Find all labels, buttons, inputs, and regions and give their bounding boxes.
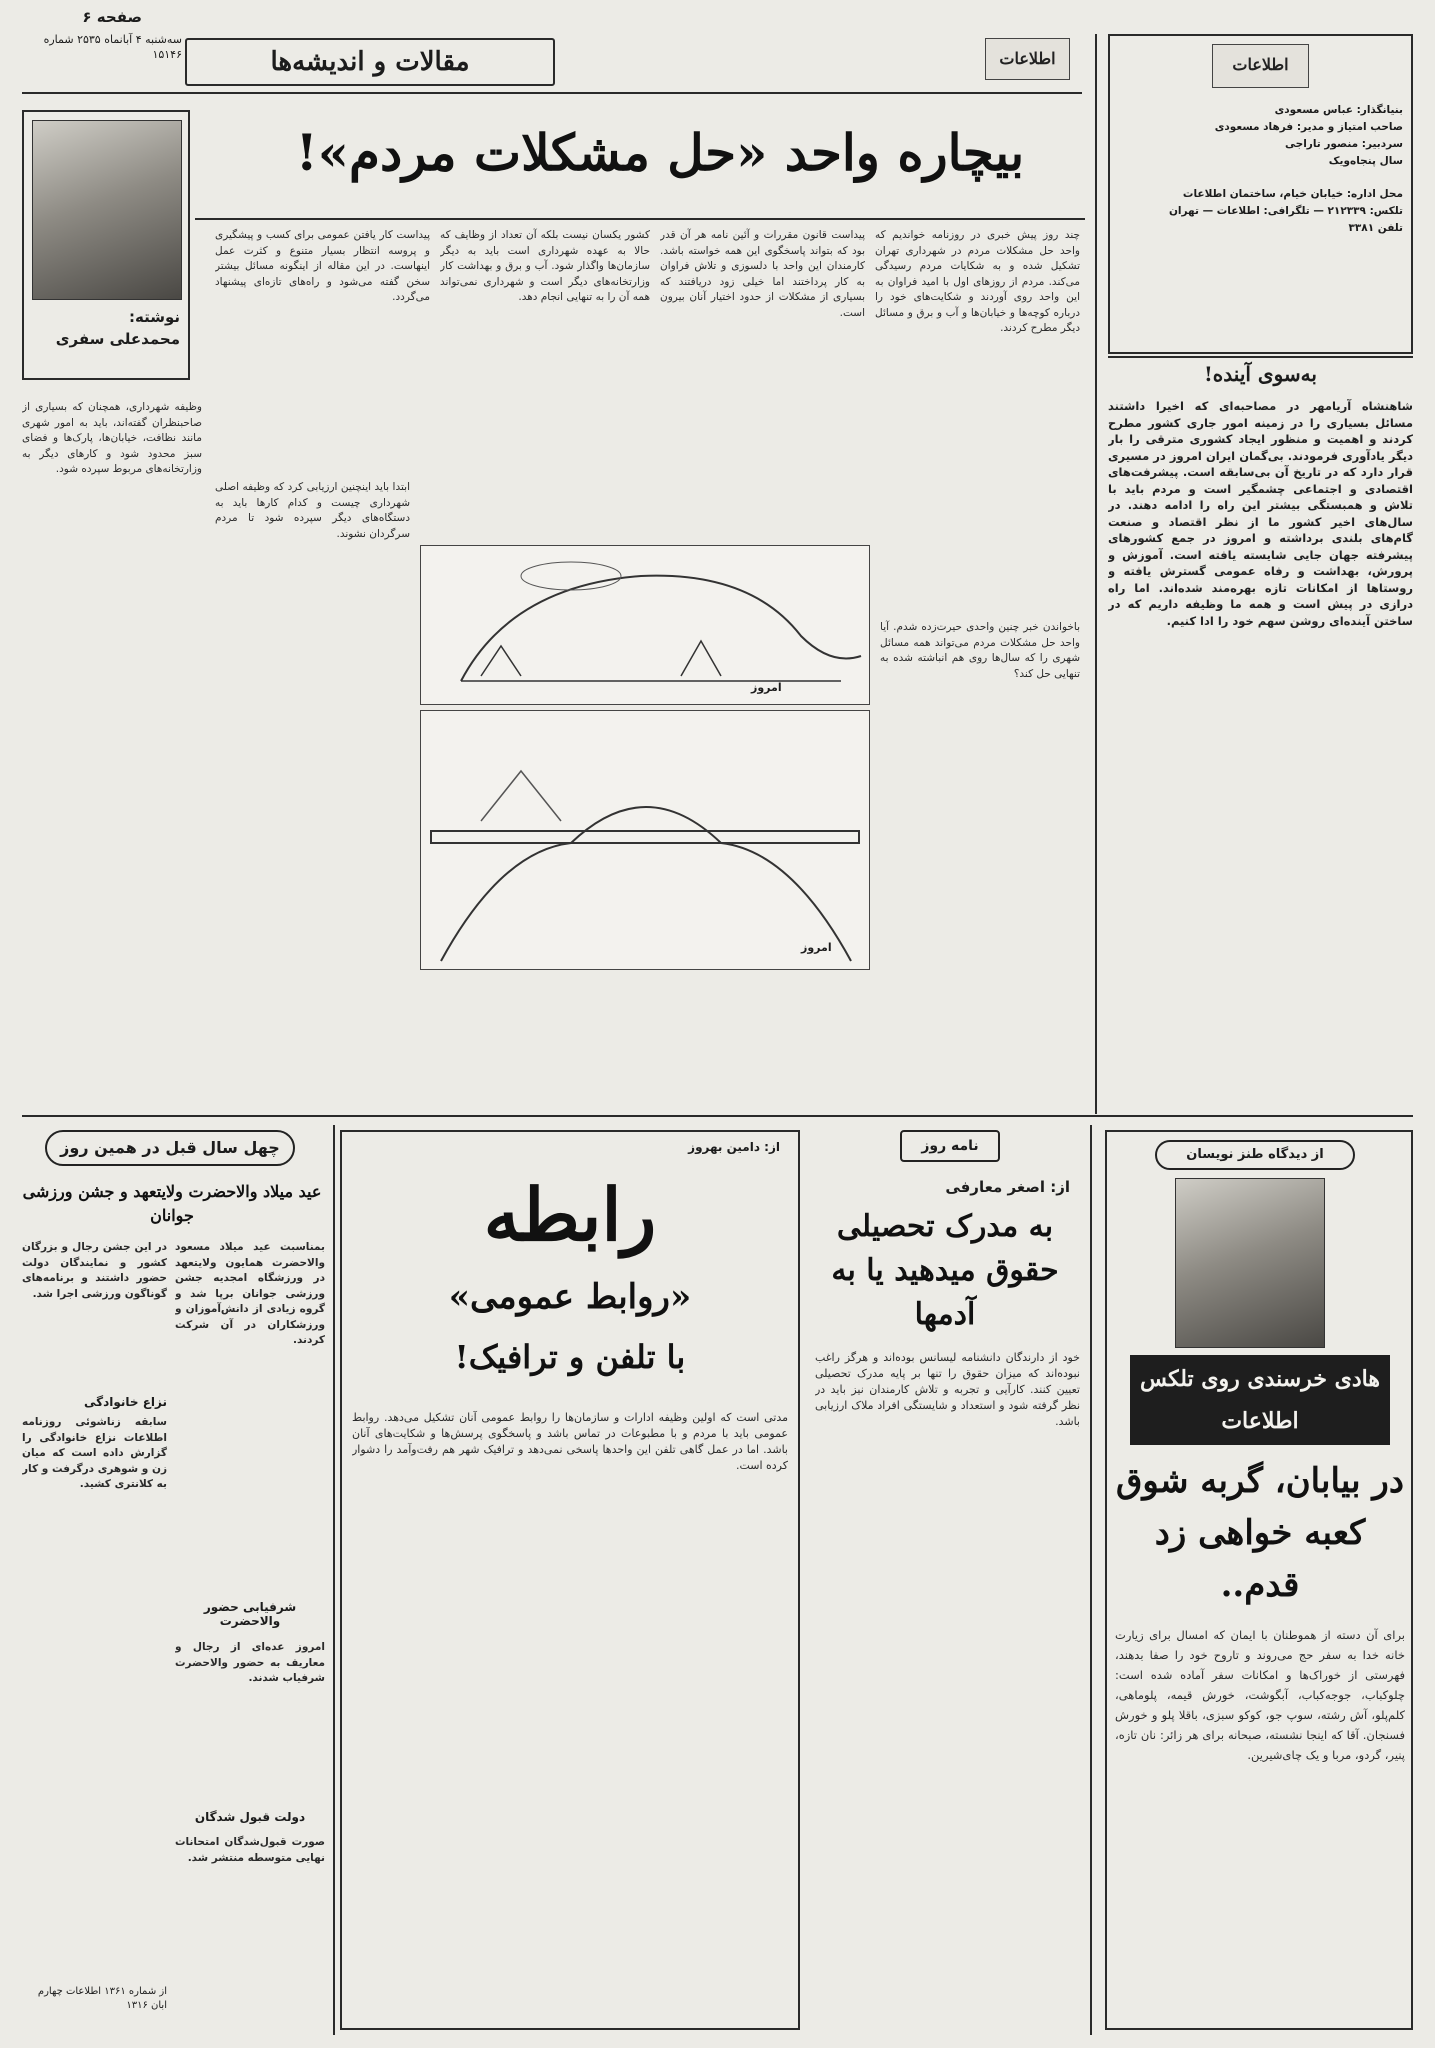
forty-years-body-5: صورت قبول‌شدگان امتحانات نهایی متوسطه منتشر شد.	[175, 1836, 325, 1864]
editorial-rule	[1108, 356, 1413, 358]
article-col-2: پیداست قانون مقررات و آئین نامه هر آن قدر بود که بتواند پاسخگوی این همه خواسته باشد. کارمندان این واحد با دلسوزی و تلاش فراوان به کار پرداختند اما خیلی زود دریافتند که بسیاری از مشکلات از حدود اختیار آنان بیرون است.	[660, 229, 865, 319]
nameh-rooz-body: خود از دارندگان دانشنامه لیسانس بوده‌اند و هرگز راغب نبوده‌اند که میزان حقوق را تنها بر پایه مدرک تحصیلی تعیین کنند. کارآیی و تجربه و تلاش کارمندان نیز باید در نظر گرفته شود و استعداد و شایستگی افراد ملاک ارزیابی باشد.	[815, 1351, 1080, 1428]
relation-subtitle-2: با تلفن و ترافیک!	[454, 1338, 686, 1376]
nameh-rooz-byline: از: اصغر معارفی	[945, 1178, 1070, 1196]
date-line: سه‌شنبه ۴ آبانماه ۲۵۳۵ شماره ۱۵۱۴۶	[43, 33, 182, 61]
imprint-year: سال پنجاه‌ویک	[1328, 155, 1403, 167]
kharsandi-pill: از دیدگاه طنز نویسان	[1155, 1140, 1355, 1170]
forty-years-sub-3: دولت قبول شدگان	[194, 1810, 306, 1824]
relation-byline: از: دامین بهروز	[688, 1140, 780, 1154]
relation-subtitle: «روابط عمومی»	[448, 1277, 692, 1317]
kharsandi-headline: در بیابان، گربه شوق کعبه خواهی زد قدم..	[1116, 1461, 1404, 1605]
imprint-telex: تلکس: ۲۱۲۳۳۹ — تلگرافی: اطلاعات — تهران	[1168, 205, 1403, 217]
kharsandi-body: برای آن دسته از هموطنان با ایمان که امسال برای زیارت خانه خدا به سفر حج می‌روند و تاروح خود را صفا بدهند، فهرستی از خوراک‌ها و امکانات سفر آماده شده است: چلوکباب، جوجه‌کباب، آبگوشت، خورش قیمه، پلوماهی، کلم‌پلو، آش رشته، سوپ جو، کوکو سبزی، باقلا پلو و خورش فسنجان. آقا که اینجا نشسته، صبحانه برای هر زائر: نان تازه، پنیر، گردو، مربا و یک چای‌شیرین.	[1115, 1628, 1405, 1762]
section-title-box	[185, 38, 555, 86]
right-column-divider	[1095, 34, 1097, 1114]
kharsandi-name: هادی خرسندی روی تلکس اطلاعات	[1140, 1366, 1380, 1434]
imprint-editor: سردبیر: منصور تاراجی	[1285, 138, 1403, 150]
forty-years-headline: عید میلاد والاحضرت ولایتعهد و جشن ورزشی جوانان	[22, 1182, 322, 1225]
headline-rule	[195, 218, 1085, 220]
forty-years-sub-2: شرفیابی حضور والاحضرت	[203, 1600, 297, 1628]
forty-years-subhead: نزاع خانوادگی	[83, 1395, 167, 1409]
bridge-drawing	[421, 711, 869, 969]
forty-years-divider	[333, 1125, 335, 2035]
article-col-4: پیداست کار یافتن عمومی برای کسب و پیشگیری و پروسه انتظار بسیار متنوع و کثرت عمل اینهاست. در این مقاله از اینگونه مسائل بیشتر سخن گفته می‌شود و راه‌های تازه‌ای پیشنهاد می‌گردد.	[215, 229, 430, 303]
article-col-left: وظیفه شهرداری، همچنان که بسیاری از صاحبنظران گفته‌اند، باید به امور شهری مانند نظافت، خیابان‌ها، پارک‌ها و فضای سبز محدود شود و کارهای دیگر به وزارتخانه‌های مربوط سپرده شود.	[22, 401, 202, 475]
page-number: صفحه ۶	[82, 8, 142, 26]
imprint-box	[1108, 34, 1413, 354]
nameh-rooz-pill: نامه روز	[900, 1130, 1000, 1162]
author-label: نوشته:	[128, 308, 180, 326]
kharsandi-name-box	[1130, 1355, 1390, 1445]
imprint-founder: بنیانگذار: عباس مسعودی	[1274, 104, 1403, 116]
forty-years-body-1: بمناسبت عید میلاد مسعود والاحضرت همایون ولایتعهد در ورزشگاه امجدیه جشن ورزشی جوانان برپا شد و گروه زیادی از دانش‌آموزان و ورزشکاران در آن شرکت کردند.	[175, 1241, 325, 1346]
forty-years-body-3: سابقه زناشوئی روزنامه اطلاعات نزاع خانوادگی را گزارش داده است که میان زن و شوهری درگرفت و کار به کلانتری کشید.	[22, 1416, 167, 1490]
cartoon-dinosaur	[420, 545, 870, 705]
article-col-mid-right: باخواندن خبر چنین واحدی حیرت‌زده شدم. آیا واحد حل مشکلات مردم می‌تواند همه مسائل شهری را که سال‌ها روی هم انباشته شده به تنهایی حل کند؟	[880, 621, 1080, 680]
imprint-owner: صاحب امتیاز و مدیر: فرهاد مسعودی	[1214, 121, 1403, 133]
imprint-logo: اطلاعات	[1212, 44, 1309, 88]
main-headline: بیچاره واحد «حل مشکلات مردم»!	[295, 123, 1025, 182]
cartoon-bridge	[420, 710, 870, 970]
nameh-rooz-divider	[1090, 1125, 1092, 2035]
imprint-phone: تلفن ۳۳۸۱	[1348, 222, 1403, 234]
page-middle-rule	[22, 1115, 1413, 1117]
article-col-1: چند روز پیش خبری در روزنامه خواندیم که واحد حل مشکلات مردم در شهرداری تهران تشکیل شده و به شکایات مردم رسیدگی می‌کند. مردم از روزهای اول با امید فراوان به این واحد روی آوردند و شکایت‌های خود را درباره کوچه‌ها و خیابان‌ها و آب و برق و مسائل دیگر مطرح کردند.	[875, 229, 1080, 334]
forty-years-body-4: امروز عده‌ای از رجال و معاریف به حضور والاحضرت شرفیاب شدند.	[175, 1641, 325, 1684]
imprint-address: محل اداره: خیابان خیام، ساختمان اطلاعات	[1182, 188, 1403, 200]
dinosaur-drawing	[421, 546, 869, 704]
editorial-title: به‌سوی آینده!	[1204, 362, 1317, 386]
masthead-rule	[22, 92, 1082, 94]
article-col-mid-left: ابتدا باید اینچنین ارزیابی کرد که وظیفه اصلی شهرداری چیست و کدام کارها باید به دستگاه‌های دیگر سپرده شود تا مردم سرگردان نشوند.	[215, 481, 410, 540]
forty-years-pill: چهل سال قبل در همین روز	[45, 1130, 295, 1166]
newspaper-logo: اطلاعات	[985, 38, 1070, 80]
editorial-body: شاهنشاه آریامهر در مصاحبه‌ای که اخیرا داشتند مسائل بسیاری را در زمینه امور جاری کشور مطرح کردند و اهمیت و منظور ایجاد کشوری مترقی را بار دیگر یادآوری فرمودند. بی‌گمان ایران امروز در مسیری قرار دارد که در تاریخ آن بی‌سابقه است. پیشرفت‌های اقتصادی و اجتماعی چشمگیر است و مردم باید با تلاش و همبستگی بیشتر این راه را ادامه دهند. در سال‌های اخیر کشور ما از نظر اقتصاد و صنعت گام‌های بلندی برداشته و امروز در جمع کشورهای پیشرفته جهان جایی شایسته یافته است. آموزش و پرورش، بهداشت و رفاه عمومی گسترش یافته و روستاها از امکانات تازه بهره‌مند شده‌اند. اما راه درازی در پیش است و همه ما وظیفه داریم که در ساختن آینده‌ای روشن سهم خود را ادا کنیم.	[1108, 399, 1413, 628]
cartoon-caption-2: امروز	[801, 941, 832, 954]
forty-years-footer: از شماره ۱۳۶۱ اطلاعات چهارم ابان ۱۳۱۶	[37, 1986, 167, 2011]
relation-body: مدتی است که اولین وظیفه ادارات و سازمان‌ها را روابط عمومی آنان تشکیل می‌دهد. روابط عمومی باید با مردم و با مطبوعات در تماس باشد و پاسخگوی پرسش‌ها و شکایت‌های آنان باشد. اما در عمل گاهی تلفن این واحدها پاسخی نمی‌دهد و ترافیک شهر هم رفت‌وآمد را دشوار کرده است.	[352, 1411, 788, 1472]
kharsandi-photo	[1175, 1178, 1325, 1348]
cartoon-caption-1: امروز	[751, 681, 782, 694]
author-photo	[32, 120, 182, 300]
article-col-3: کشور یکسان نیست بلکه آن تعداد از وظایف که حالا به عهده شهرداری است باید به دیگر سازمان‌ها واگذار شود. آب و برق و بهداشت کار وزارتخانه‌های دیگر است و شهرداری نمی‌تواند همه آن را به تنهایی انجام دهد.	[440, 229, 650, 303]
nameh-rooz-headline: به مدرک تحصیلی حقوق میدهید یا به آدمها	[831, 1209, 1059, 1332]
forty-years-body-2: در این جشن رجال و بزرگان کشور و نمایندگان دولت حضور داشتند و برنامه‌های گوناگون ورزشی اجرا شد.	[22, 1241, 167, 1300]
section-title: مقالات و اندیشه‌ها	[270, 47, 470, 77]
relation-title: رابطه	[483, 1172, 657, 1257]
author-photo-box	[22, 110, 190, 380]
author-name: محمدعلی سفری	[55, 330, 180, 348]
